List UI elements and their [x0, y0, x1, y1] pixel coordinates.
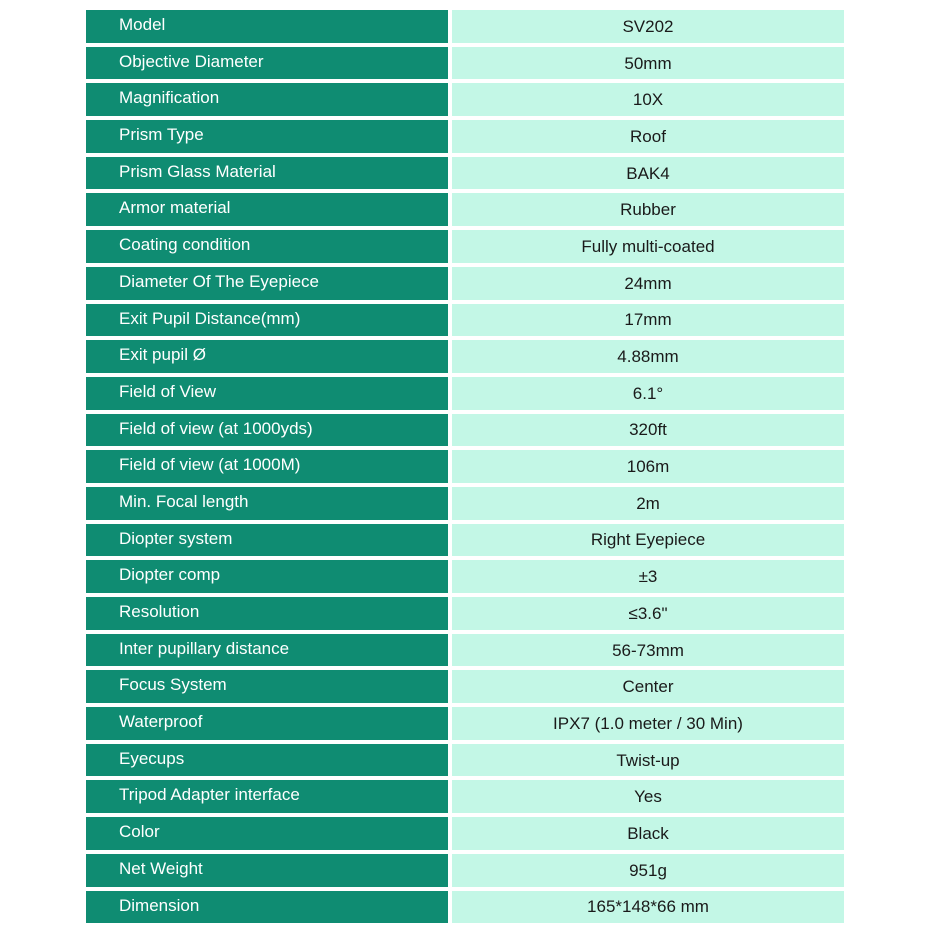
spec-row	[86, 47, 844, 80]
spec-label: Diopter system	[86, 524, 448, 557]
spec-row	[86, 414, 844, 447]
spec-label: Coating condition	[86, 230, 448, 263]
spec-label: Waterproof	[86, 707, 448, 740]
spec-value: Center	[452, 670, 844, 703]
spec-value: 6.1°	[452, 377, 844, 410]
spec-label: Dimension	[86, 891, 448, 924]
spec-value: 17mm	[452, 304, 844, 337]
spec-label: Exit Pupil Distance(mm)	[86, 304, 448, 337]
spec-value: 10X	[452, 83, 844, 116]
spec-label: Field of view (at 1000yds)	[86, 414, 448, 447]
spec-row	[86, 817, 844, 850]
spec-row	[86, 450, 844, 483]
spec-value: 4.88mm	[452, 340, 844, 373]
spec-row	[86, 670, 844, 703]
spec-row	[86, 193, 844, 226]
spec-value: Fully multi-coated	[452, 230, 844, 263]
spec-label: Color	[86, 817, 448, 850]
spec-value: SV202	[452, 10, 844, 43]
spec-label: Diameter Of The Eyepiece	[86, 267, 448, 300]
spec-label: Resolution	[86, 597, 448, 630]
spec-row	[86, 707, 844, 740]
spec-value: IPX7 (1.0 meter / 30 Min)	[452, 707, 844, 740]
spec-row	[86, 157, 844, 190]
spec-label: Armor material	[86, 193, 448, 226]
spec-label: Prism Type	[86, 120, 448, 153]
spec-row	[86, 83, 844, 116]
spec-row	[86, 780, 844, 813]
spec-value: ±3	[452, 560, 844, 593]
spec-value: Roof	[452, 120, 844, 153]
spec-value: 951g	[452, 854, 844, 887]
spec-value: Black	[452, 817, 844, 850]
spec-value: ≤3.6"	[452, 597, 844, 630]
spec-row	[86, 340, 844, 373]
spec-label: Objective Diameter	[86, 47, 448, 80]
spec-value: 320ft	[452, 414, 844, 447]
spec-row	[86, 854, 844, 887]
spec-label: Field of View	[86, 377, 448, 410]
spec-row	[86, 891, 844, 924]
spec-value: Rubber	[452, 193, 844, 226]
spec-row	[86, 560, 844, 593]
spec-row	[86, 304, 844, 337]
spec-value: 106m	[452, 450, 844, 483]
spec-value: BAK4	[452, 157, 844, 190]
spec-value: 2m	[452, 487, 844, 520]
spec-row	[86, 597, 844, 630]
spec-table	[86, 10, 844, 923]
spec-row	[86, 744, 844, 777]
spec-row	[86, 230, 844, 263]
spec-row	[86, 267, 844, 300]
spec-label: Inter pupillary distance	[86, 634, 448, 667]
spec-row	[86, 377, 844, 410]
spec-label: Magnification	[86, 83, 448, 116]
spec-row	[86, 634, 844, 667]
spec-label: Tripod Adapter interface	[86, 780, 448, 813]
spec-row	[86, 487, 844, 520]
spec-value: Twist-up	[452, 744, 844, 777]
spec-label: Net Weight	[86, 854, 448, 887]
spec-value: Right Eyepiece	[452, 524, 844, 557]
spec-label: Eyecups	[86, 744, 448, 777]
spec-label: Field of view (at 1000M)	[86, 450, 448, 483]
spec-row	[86, 120, 844, 153]
spec-value: Yes	[452, 780, 844, 813]
spec-label: Focus System	[86, 670, 448, 703]
spec-value: 50mm	[452, 47, 844, 80]
spec-label: Min. Focal length	[86, 487, 448, 520]
spec-row	[86, 524, 844, 557]
spec-label: Diopter comp	[86, 560, 448, 593]
spec-label: Prism Glass Material	[86, 157, 448, 190]
spec-label: Exit pupil Ø	[86, 340, 448, 373]
spec-label: Model	[86, 10, 448, 43]
spec-value: 24mm	[452, 267, 844, 300]
spec-row	[86, 10, 844, 43]
spec-value: 165*148*66 mm	[452, 891, 844, 924]
spec-value: 56-73mm	[452, 634, 844, 667]
